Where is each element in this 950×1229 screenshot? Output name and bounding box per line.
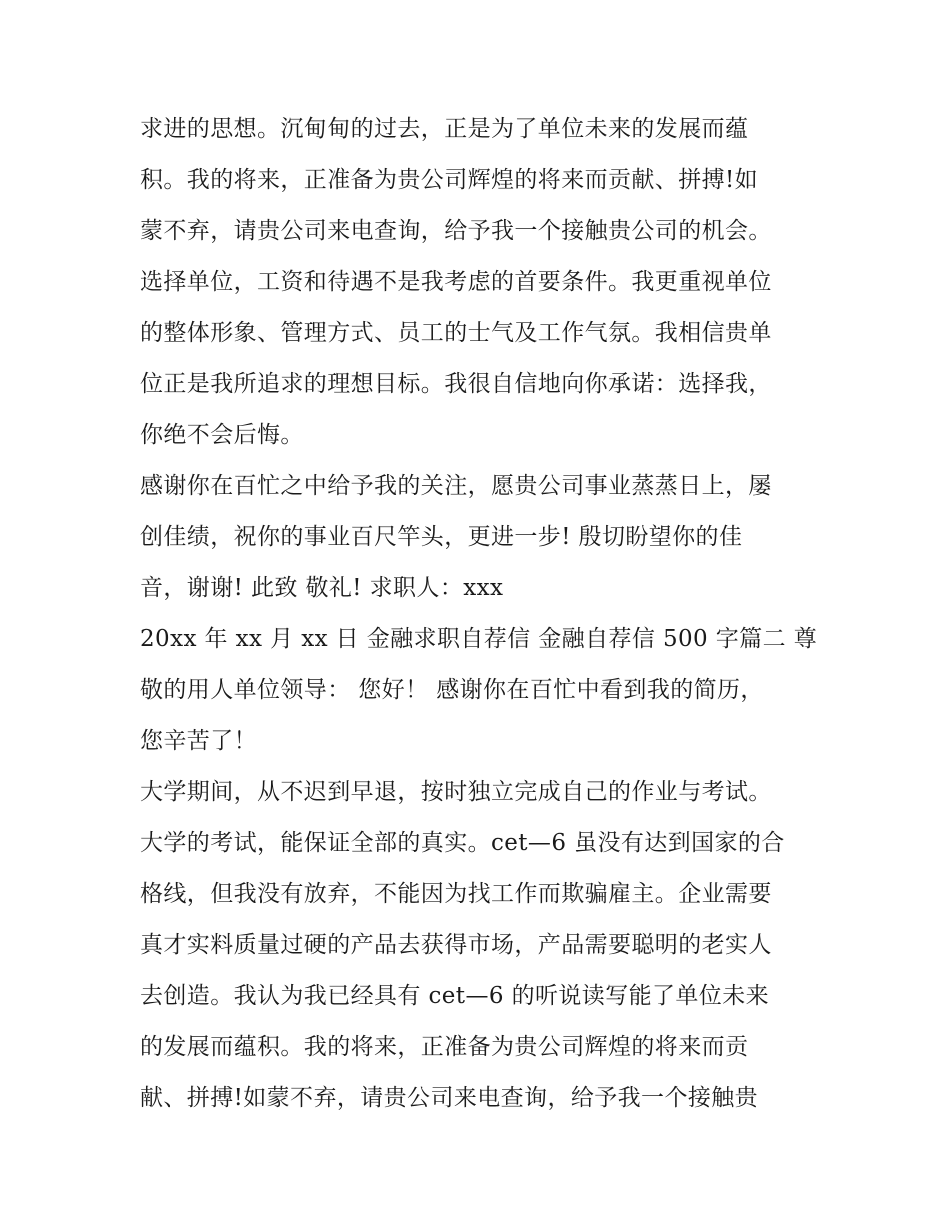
text-line: 的发展而蕴积。我的将来，正准备为贵公司辉煌的将来而贡 — [140, 1034, 749, 1060]
text-line: 选择单位，工资和待遇不是我考虑的首要条件。我更重视单位 — [140, 269, 772, 295]
text-line: 感谢你在百忙之中给予我的关注，愿贵公司事业蒸蒸日上，屡 — [140, 473, 772, 499]
text-line: 积。我的将来，正准备为贵公司辉煌的将来而贡献、拼搏!如 — [140, 167, 759, 193]
text-line: 求进的思想。沉甸甸的过去，正是为了单位未来的发展而蕴 — [140, 116, 749, 142]
text-line: 敬的用人单位领导： 您好！ 感谢你在百忙中看到我的简历， — [140, 677, 764, 703]
text-line: 去创造。我认为我已经具有 cet—6 的听说读写能了单位未来 — [140, 983, 769, 1009]
text-line: 您辛苦了！ — [140, 728, 257, 754]
text-line: 的整体形象、管理方式、员工的士气及工作气氛。我相信贵单 — [140, 320, 772, 346]
text-line: 音，谢谢! 此致 敬礼! 求职人：xxx — [140, 575, 504, 601]
text-line: 大学的考试，能保证全部的真实。cet—6 虽没有达到国家的合 — [140, 830, 785, 856]
text-line: 真才实料质量过硬的产品去获得市场，产品需要聪明的老实人 — [140, 932, 772, 958]
text-line: 20xx 年 xx 月 xx 日 金融求职自荐信 金融自荐信 500 字篇二 尊 — [140, 626, 818, 652]
text-line: 献、拼搏!如蒙不弃，请贵公司来电查询，给予我一个接触贵 — [140, 1085, 759, 1111]
text-line: 蒙不弃，请贵公司来电查询，给予我一个接触贵公司的机会。 — [140, 218, 772, 244]
text-line: 位正是我所追求的理想目标。我很自信地向你承诺：选择我， — [140, 371, 772, 397]
body-text — [140, 104, 830, 1124]
text-line: 大学期间，从不迟到早退，按时独立完成自己的作业与考试。 — [140, 779, 772, 805]
text-line: 创佳绩，祝你的事业百尺竿头，更进一步! 殷切盼望你的佳 — [140, 524, 743, 550]
text-line: 你绝不会后悔。 — [140, 422, 304, 448]
text-line: 格线，但我没有放弃，不能因为找工作而欺骗雇主。企业需要 — [140, 881, 772, 907]
